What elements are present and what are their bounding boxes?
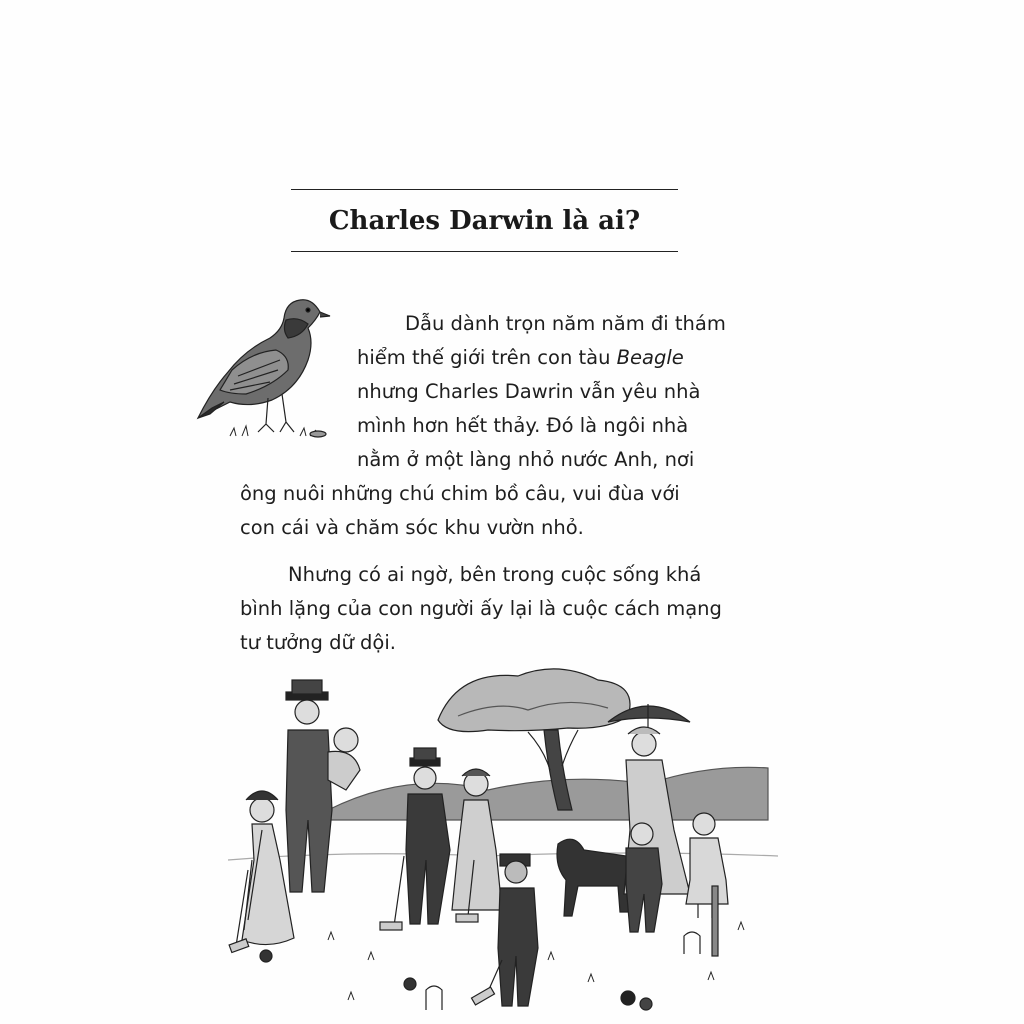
paragraph2-line1: Nhưng có ai ngờ, bên trong cuộc sống khá (288, 563, 702, 586)
paragraph1-line3: nhưng Charles Dawrin vẫn yêu nhà (357, 380, 701, 403)
paragraph1-line5: nằm ở một làng nhỏ nước Anh, nơi (357, 448, 695, 471)
paragraph1-line2 (357, 341, 684, 375)
family-croquet-illustration (228, 660, 778, 1020)
paragraph1-line4: mình hơn hết thảy. Đó là ngôi nhà (357, 414, 689, 437)
paragraph2-line2: bình lặng của con người ấy lại là cuộc cách mạng (240, 597, 722, 620)
ship-name: Beagle (616, 346, 684, 369)
title-bottom-rule (291, 251, 678, 252)
paragraph1-line7: con cái và chăm sóc khu vườn nhỏ. (240, 516, 584, 539)
paragraph1-line1: Dẫu dành trọn năm năm đi thám (405, 312, 726, 335)
paragraph1-line6: ông nuôi những chú chim bồ câu, vui đùa với (240, 482, 680, 505)
paragraph2-line3: tư tưởng dữ dội. (240, 631, 396, 654)
title-top-rule (291, 189, 678, 190)
pigeon-illustration (190, 290, 340, 450)
paragraph1-line2-text: hiểm thế giới trên con tàu (357, 346, 617, 369)
chapter-title: Charles Darwin là ai? (328, 206, 641, 236)
